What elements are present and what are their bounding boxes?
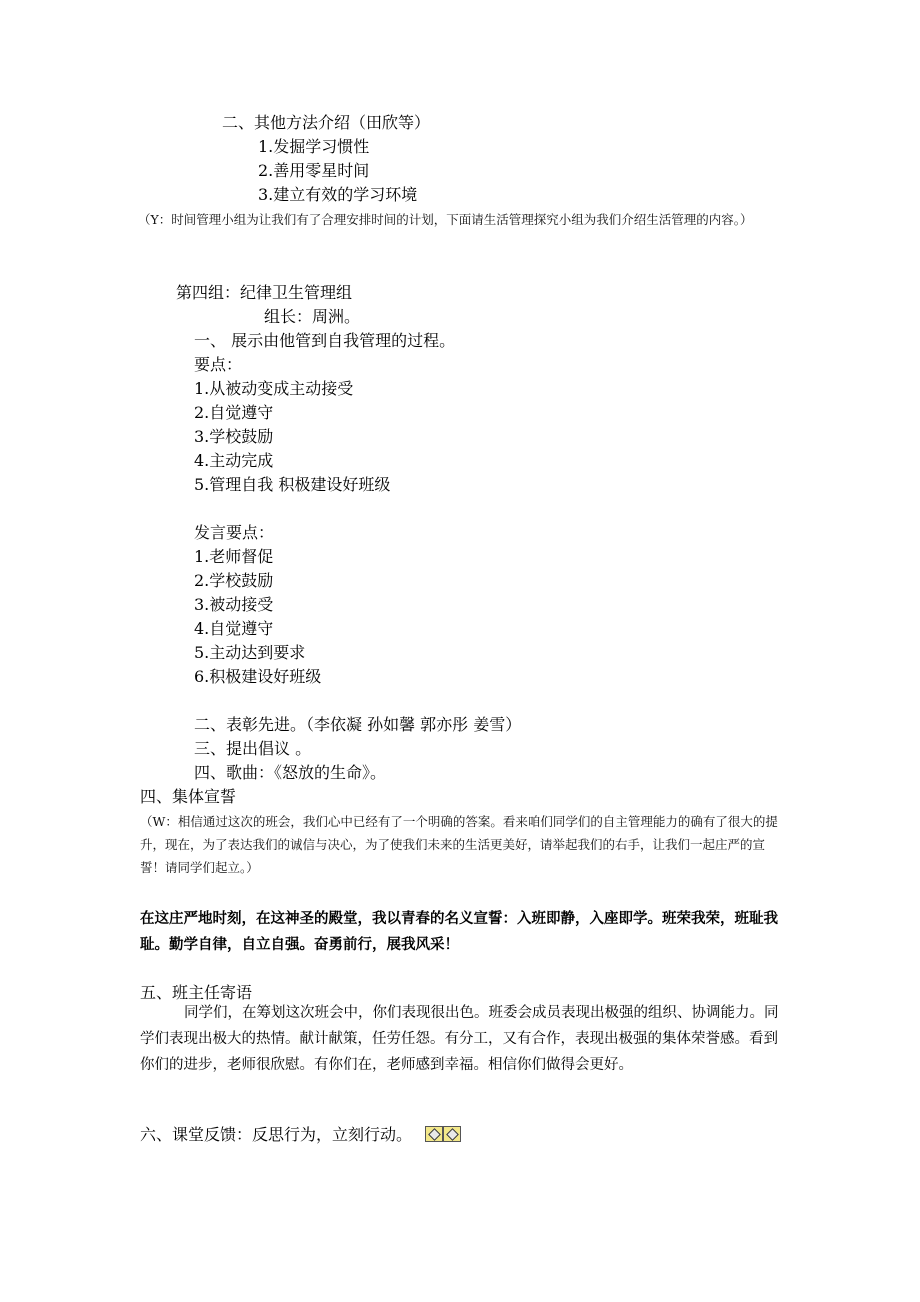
section2-item-1: 1.发掘学习惯性	[258, 137, 370, 156]
section6-line	[140, 1124, 461, 1146]
embedded-object-icon[interactable]	[425, 1126, 443, 1142]
speech-5: 5.主动达到要求	[194, 643, 306, 662]
group4-part2: 二、表彰先进。（李依凝 孙如馨 郭亦彤 姜雪）	[194, 715, 522, 734]
speech-3: 3.被动接受	[194, 595, 274, 614]
oath-text: 在这庄严地时刻，在这神圣的殿堂，我以青春的名义宣誓：入班即静，入座即学。班荣我荣，班耻我耻。勤学自律，自立自强。奋勇前行，展我风采！	[140, 911, 778, 953]
section2-title: 二、其他方法介绍（田欣等）	[222, 113, 431, 132]
speech-2: 2.学校鼓励	[194, 571, 274, 590]
point-4: 4.主动完成	[194, 451, 274, 470]
speech-label: 发言要点：	[194, 523, 275, 542]
embedded-object-icons	[425, 1124, 461, 1146]
group4-title: 第四组：纪律卫生管理组	[176, 283, 353, 302]
point-3: 3.学校鼓励	[194, 427, 274, 446]
section4-title: 四、集体宣誓	[140, 787, 237, 806]
note-w: （W：相信通过这次的班会，我们心中已经有了一个明确的答案。看来咱们同学们的自主管理能力的确有了很大的提升，现在，为了表达我们的诚信与决心，为了使我们未来的生活更美好，请举起我们的右手，让我们一起庄严的宣誓！请同学们起立。）	[140, 814, 778, 875]
section2-item-2: 2.善用零星时间	[258, 161, 370, 180]
section5-body: 同学们，在筹划这次班会中，你们表现很出色。班委会成员表现出极强的组织、协调能力。同学们表现出极大的热情。献计献策，任劳任怨。有分工，又有合作，表现出极强的集体荣誉感。看到你们的进步，老师很欣慰。有你们在，老师感到幸福。相信你们做得会更好。	[140, 1005, 779, 1073]
point-5: 5.管理自我 积极建设好班级	[194, 475, 391, 494]
group4-leader: 组长：周洲。	[264, 307, 361, 326]
point-1: 1.从被动变成主动接受	[194, 379, 354, 398]
group4-part4: 四、歌曲：《怒放的生命》。	[194, 763, 387, 782]
embedded-object-icon[interactable]	[443, 1126, 461, 1142]
speech-1: 1.老师督促	[194, 547, 274, 566]
section2-item-3: 3.建立有效的学习环境	[258, 185, 418, 204]
points-label: 要点：	[194, 355, 243, 374]
speech-6: 6.积极建设好班级	[194, 667, 322, 686]
group4-part3: 三、提出倡议 。	[194, 739, 312, 758]
note-y: （Y：时间管理小组为让我们有了合理安排时间的计划，下面请生活管理探究小组为我们介绍生活管理的内容。）	[138, 212, 753, 227]
section6-title: 六、课堂反馈：反思行为，立刻行动。	[140, 1125, 413, 1144]
group4-part1: 一、 展示由他管到自我管理的过程。	[194, 331, 456, 350]
section5-title: 五、班主任寄语	[140, 983, 253, 1002]
speech-4: 4.自觉遵守	[194, 619, 274, 638]
point-2: 2.自觉遵守	[194, 403, 274, 422]
